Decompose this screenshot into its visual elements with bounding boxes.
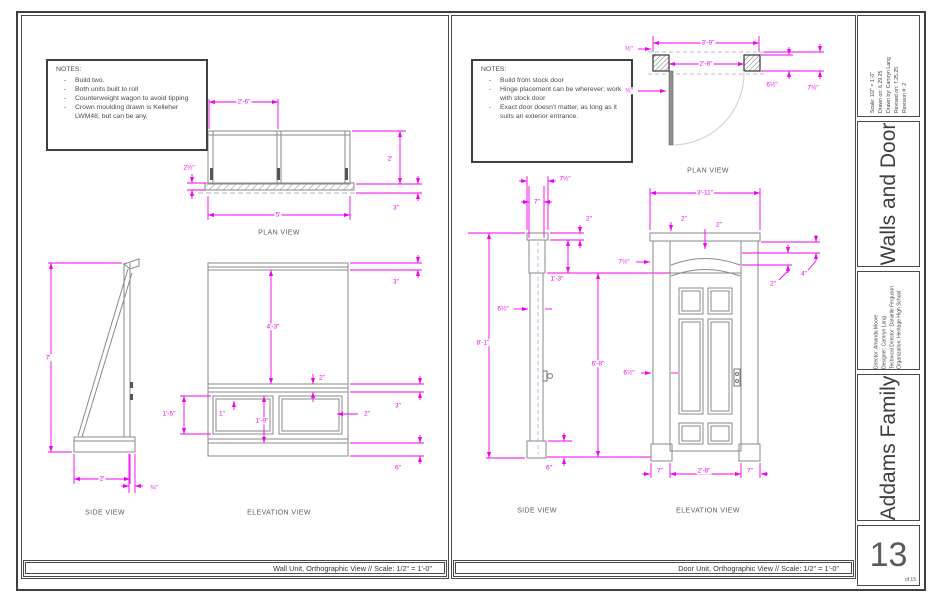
- sheet-title: Walls and Door: [876, 122, 900, 266]
- designer: Designer: Camryn Lang: [880, 315, 887, 369]
- note-bullet: -: [64, 76, 67, 84]
- dim-door-elev-door-width: 2'-8": [697, 467, 711, 475]
- wall-side-view-label: SIDE VIEW: [85, 509, 125, 517]
- dim-door-elev-jamb-right: 7": [747, 467, 753, 475]
- dim-door-side-head-depth: 7½": [559, 175, 571, 183]
- dim-wall-elev-mid-rail: 3": [395, 402, 401, 410]
- note-bullet: -: [489, 85, 492, 93]
- note-bullet: -: [489, 76, 492, 84]
- dim-wall-plan-shelf-thickness: 2½": [183, 164, 195, 172]
- door-caption-bar: [453, 560, 854, 577]
- dim-wall-side-base-depth: 2': [99, 475, 105, 483]
- dim-door-elev-arch-rise: 4": [801, 270, 807, 278]
- dim-door-side-total-height: 8'-1": [476, 339, 490, 347]
- note-item: [481, 104, 626, 122]
- dim-door-side-cap-height: 2": [586, 215, 592, 223]
- dim-door-side-cap-depth: 7": [534, 198, 540, 206]
- wall-caption-bar: [23, 560, 447, 577]
- dim-door-plan-overall-width: 3'-9": [701, 39, 715, 47]
- sheet-drawn-by: Drawn by: Camryn Lang: [885, 57, 892, 113]
- note-text: Counterweight wagon to avoid tipping: [75, 94, 189, 102]
- note-text: Exact door doesn't matter, as long as it suits an exterior entrance.: [500, 103, 617, 120]
- sheet-revision: Revision #: 2: [901, 83, 908, 113]
- note-bullet: -: [64, 103, 67, 111]
- sheet-meta: [868, 19, 908, 113]
- dim-wall-elev-rail: 2": [319, 374, 325, 382]
- wall-elevation-geometry: [208, 263, 348, 456]
- dim-door-elev-head-board: 2": [681, 215, 687, 223]
- dim-door-plan-clear-width: 2'-8": [699, 60, 713, 68]
- note-text: Crown moulding drawn is Kelleher LWM48, but can be any.: [75, 103, 179, 120]
- dim-door-elev-jamb-left: 7": [657, 467, 663, 475]
- wall-notes-box: [46, 59, 208, 151]
- note-item: [56, 95, 201, 104]
- dim-door-elev-overall-width: 3'-11": [696, 189, 714, 197]
- note-item: [481, 77, 626, 86]
- wall-caption: Wall Unit, Orthographic View // Scale: 1/2" = 1'-0": [25, 562, 445, 574]
- wall-unit-panel: [21, 15, 449, 579]
- dim-wall-elev-panel-height: 1'-5": [162, 410, 176, 418]
- door-side-view-label: SIDE VIEW: [517, 507, 557, 515]
- production-meta-box: [857, 271, 920, 370]
- sheet-drawn-on: Drawn on: 6.29.25: [877, 70, 884, 113]
- note-text: Both units built to roll: [75, 85, 139, 93]
- dim-wall-elev-base: 6": [395, 464, 401, 472]
- note-bullet: -: [489, 103, 492, 111]
- door-unit-panel: [451, 15, 856, 579]
- note-text: Build two.: [75, 76, 105, 84]
- note-text: Build from stock door: [500, 76, 564, 84]
- door-caption: Door Unit, Orthographic View // Scale: 1/2" = 1'-0": [455, 562, 852, 574]
- note-bullet: -: [64, 85, 67, 93]
- note-item: [56, 77, 201, 86]
- sheet-revised-on: Revised on: 7.25.25: [893, 66, 900, 113]
- wall-plan-view-label: PLAN VIEW: [258, 229, 300, 237]
- dim-door-elev-stile: 6½": [623, 369, 635, 377]
- door-elevation-dimensions: [636, 188, 820, 478]
- note-text: Hinge placement can be wherever; work with stock door: [500, 85, 622, 102]
- dim-wall-plan-depth: 2': [387, 155, 393, 163]
- note-item: [56, 86, 201, 95]
- dim-door-plan-trim-depth: 7½": [807, 84, 819, 92]
- notes-title: NOTES:: [56, 66, 82, 73]
- production-meta: [873, 273, 904, 369]
- sheet-meta-box: [857, 15, 920, 117]
- dim-wall-elev-stile: 2": [364, 410, 370, 418]
- dim-door-side-door-height: 6'-8": [591, 360, 605, 368]
- dim-wall-elev-upper-height: 4'-3": [266, 323, 280, 331]
- dim-door-plan-jamb-depth: 6½": [766, 81, 778, 89]
- note-item: [56, 104, 201, 122]
- page-total: of 15: [904, 577, 916, 583]
- door-notes-box: [471, 59, 633, 163]
- dim-door-elev-arch-board: 2": [716, 221, 722, 229]
- production-title: Addams Family: [876, 375, 900, 520]
- door-elevation-geometry: [650, 233, 760, 461]
- wall-elevation-view-label: ELEVATION VIEW: [247, 509, 311, 517]
- door-side-geometry: [527, 233, 553, 458]
- page-number-box: [857, 525, 920, 586]
- wall-plan-geometry: [198, 131, 355, 193]
- dim-door-plan-reveal-side: ½": [625, 87, 633, 95]
- page-number: 13: [869, 536, 908, 574]
- dim-door-side-kick: 6": [546, 464, 552, 472]
- production-title-box: [857, 374, 920, 521]
- dim-wall-elev-panel-inset: 1": [219, 410, 225, 418]
- technical-director: Technical Director: Danielle Ferguson: [888, 285, 895, 369]
- dim-wall-plan-section-width: 2'-6": [237, 98, 251, 106]
- dim-door-side-header-height: 1'-3": [550, 275, 564, 283]
- door-side-dimensions: [468, 176, 670, 466]
- wall-side-geometry: [74, 259, 139, 452]
- dim-door-elev-arch-gap: 2": [770, 280, 776, 288]
- dim-wall-elev-panel-span: 1'-9": [255, 417, 269, 425]
- dim-door-side-slab-depth: 6½": [497, 305, 509, 313]
- sheet-title-box: [857, 121, 920, 267]
- sheet-scale: Scale: 1/2" = 1'-0": [869, 71, 876, 113]
- door-elevation-view-label: ELEVATION VIEW: [676, 507, 740, 515]
- dim-door-plan-reveal-top: ½": [625, 45, 633, 53]
- dim-wall-plan-ledge: 3": [393, 204, 399, 212]
- notes-title: NOTES:: [481, 66, 507, 73]
- dim-wall-side-height: 7': [45, 354, 51, 362]
- dim-wall-elev-crown: 3": [393, 278, 399, 286]
- director: Director: Amanda Moore: [873, 314, 879, 369]
- organization: Organization: Heritage High School: [896, 290, 903, 369]
- dim-wall-side-facing: ¾": [150, 484, 158, 492]
- wall-elevation-dimensions: [180, 255, 424, 464]
- dim-door-elev-head-height: 7½": [618, 258, 630, 266]
- note-item: [481, 86, 626, 104]
- dim-wall-plan-total-width: 5': [275, 211, 281, 219]
- note-bullet: -: [64, 94, 67, 102]
- door-plan-view-label: PLAN VIEW: [687, 167, 729, 175]
